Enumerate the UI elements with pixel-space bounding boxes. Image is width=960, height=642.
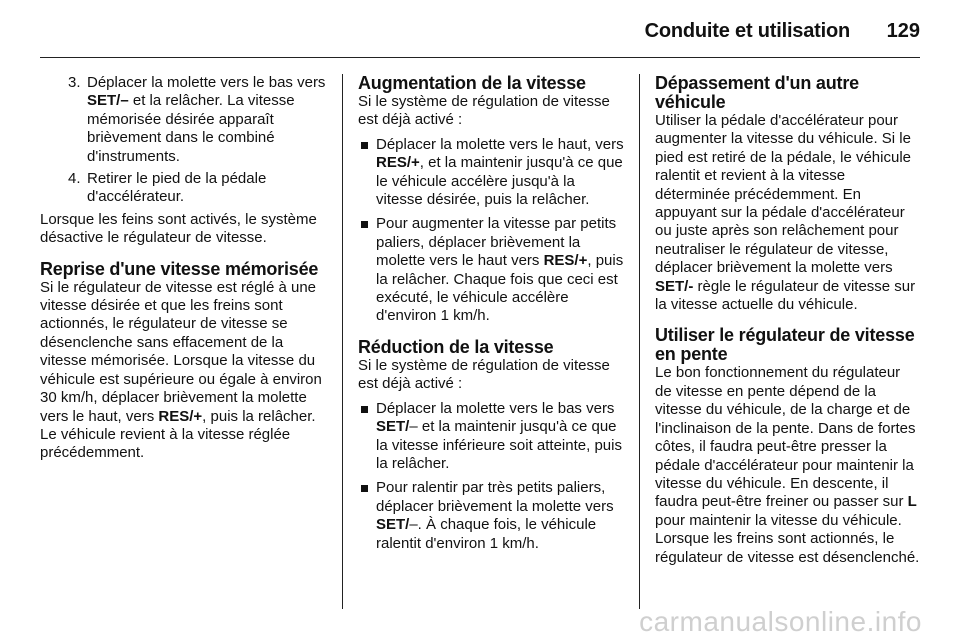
bullet-text: Déplacer la molette vers le haut, vers <box>376 135 624 153</box>
step-text: Déplacer la molette vers le bas vers <box>87 74 326 91</box>
bullet-item <box>358 400 624 474</box>
paragraph-text: règle le régulateur de vitesse sur la vitesse actuelle du véhicule. <box>655 277 916 314</box>
column-1 <box>40 74 327 463</box>
section-title: Conduite et utilisation <box>644 20 850 42</box>
paragraph-text: , puis la relâcher. Le véhicule revient à la vitesse réglée précédemment. <box>40 407 316 462</box>
bullet-square-icon <box>361 485 368 492</box>
section-heading: Réduction de la vitesse <box>358 336 554 357</box>
control-key: SET/ <box>376 418 410 436</box>
column-divider <box>639 74 640 609</box>
bullet-text: – et la maintenir jusqu'à ce que la vitesse inférieure soit atteinte, puis la relâcher. <box>376 418 622 472</box>
section-heading: Reprise d'une vitesse mémorisée <box>40 258 319 279</box>
bullet-square-icon <box>361 406 368 413</box>
control-key: RES/+ <box>376 154 420 172</box>
bullet-item <box>358 136 624 210</box>
step-number: 3. <box>68 74 81 91</box>
paragraph-text: Utiliser la pédale d'accélérateur pour augmenter la vitesse du véhicule. Si le pied est retiré de la pédale, le véhicule ralentit et revient à la vitesse déterminée précédemment. En appuyant sur la pédale d'accélérateur ou juste après son relâchement pour neutraliser le régulateur de vitesse, déplacer brièvement la molette vers <box>655 112 911 277</box>
paragraph: Si le système de régulation de vitesse est déjà activé : <box>358 356 610 393</box>
step-number: 4. <box>68 170 81 188</box>
page-number: 129 <box>886 20 920 42</box>
control-key: RES/+ <box>158 407 203 425</box>
step-text: Retirer le pied de la pédale d'accélérateur. <box>87 170 267 206</box>
bullet-text: Pour augmenter la vitesse par petits paliers, déplacer brièvement la molette vers le haut vers <box>376 215 617 270</box>
paragraph-text: pour maintenir la vitesse du véhicule. Lorsque les freins sont actionnés, le régulateur de vitesse est désenclenché. <box>655 511 920 566</box>
paragraph-text: Si le régulateur de vitesse est réglé à une vitesse désirée et que les freins sont actionnés, le régulateur de vitesse se désenclenche sans effacement de la vitesse mémorisée. Lorsque la vitesse du véhicule est supérieure ou égale à environ 30 km/h, déplacer brièvement la molette vers le haut, vers <box>40 278 322 425</box>
bullet-item <box>358 215 624 325</box>
column-3 <box>655 74 921 567</box>
control-key: SET/– <box>87 92 129 110</box>
header-divider <box>40 57 920 58</box>
bullet-square-icon <box>361 221 368 228</box>
numbered-step <box>40 170 327 207</box>
numbered-step <box>40 74 327 166</box>
bullet-square-icon <box>361 142 368 149</box>
bullet-text: Déplacer la molette vers le bas vers <box>376 399 615 417</box>
control-key: SET/- <box>655 277 694 295</box>
bullet-text: –. À chaque fois, le véhicule ralentit d'environ 1 km/h. <box>376 516 597 552</box>
paragraph: Lorsque les feins sont activés, le système désactive le régulateur de vitesse. <box>40 210 317 247</box>
control-key: RES/+ <box>543 252 588 270</box>
bullet-item <box>358 479 624 553</box>
control-key: L <box>907 493 917 511</box>
bullet-text: , et la maintenir jusqu'à ce que le véhicule accélère jusqu'à la vitesse désirée, puis la relâcher. <box>376 154 623 209</box>
page-header <box>40 16 920 50</box>
column-2 <box>358 74 624 553</box>
bullet-text: Pour ralentir par très petits paliers, déplacer brièvement la molette vers <box>376 479 614 515</box>
section-heading: Utiliser le régulateur de vitesse en pente <box>655 325 915 365</box>
paragraph <box>40 279 327 463</box>
bullet-text: , puis la relâcher. Chaque fois que ceci est exécuté, le véhicule accélère d'environ 1 km/h. <box>376 252 624 325</box>
paragraph-text: Le bon fonctionnement du régulateur de vitesse en pente dépend de la vitesse du véhicule, de la charge et de l'inclinaison de la pente. Dans de fortes côtes, il faudra peut-être presser la pédale d'accélérateur pour maintenir la vitesse du véhicule. En descente, il faudra peut-être freiner ou passer sur <box>655 364 916 511</box>
paragraph <box>655 364 921 566</box>
paragraph: Si le système de régulation de vitesse est déjà activé : <box>358 93 610 129</box>
column-divider <box>342 74 343 609</box>
section-heading: Dépassement d'un autre véhicule <box>655 73 859 112</box>
section-heading: Augmentation de la vitesse <box>358 73 586 93</box>
step-text: et la relâcher. La vitesse mémorisée désirée apparaît brièvement dans le combiné d'instruments. <box>87 92 295 165</box>
paragraph <box>655 112 921 314</box>
control-key: SET/ <box>376 516 410 534</box>
watermark: carmanualsonline.info <box>639 606 922 637</box>
